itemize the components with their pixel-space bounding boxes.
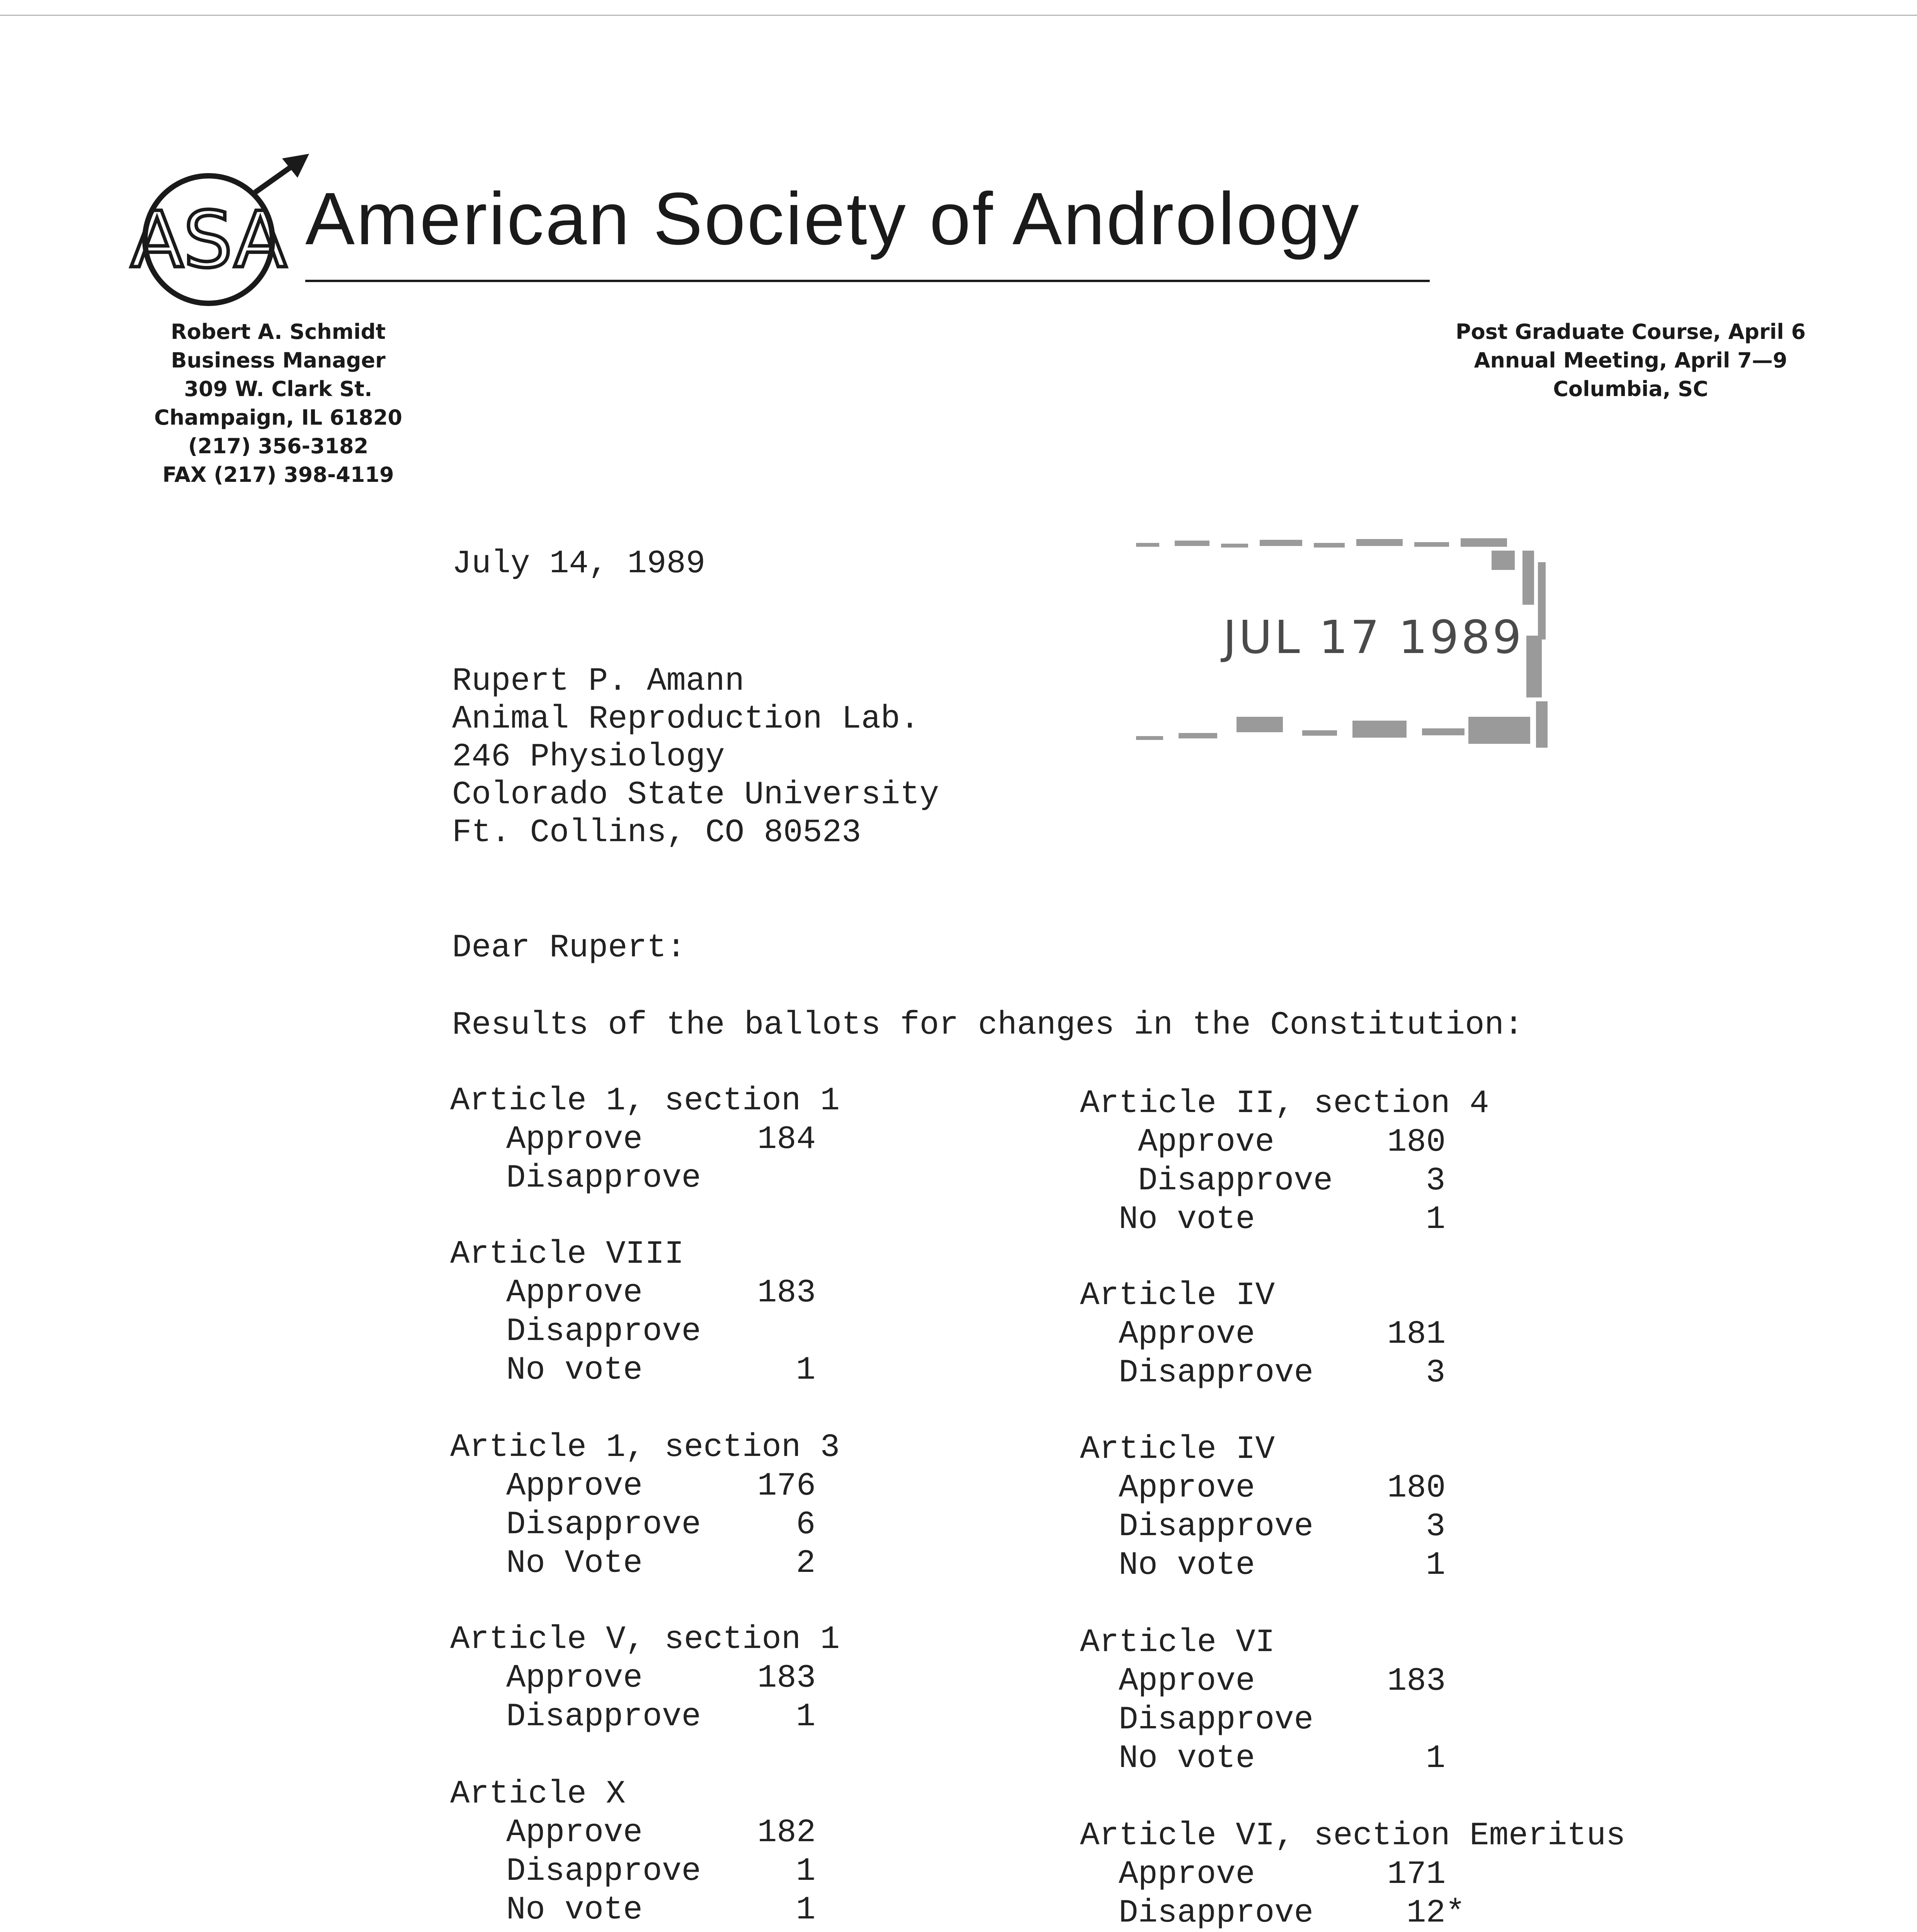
business-manager-line: 309 W. Clark St. bbox=[184, 377, 373, 401]
ballot-row-label: Disapprove bbox=[506, 1160, 701, 1197]
ballot-row-count: 12* bbox=[1407, 1895, 1465, 1932]
ballot-row-label: Disapprove bbox=[1119, 1895, 1314, 1932]
recipient-address-line: Animal Reproduction Lab. bbox=[452, 701, 920, 738]
recipient-address-line: Colorado State University bbox=[452, 777, 939, 813]
ballot-row-label: Disapprove bbox=[1119, 1702, 1314, 1738]
ballot-row-label: Approve bbox=[506, 1660, 643, 1697]
ballot-row-count: 1 bbox=[796, 1892, 816, 1929]
ballot-row-count: 176 bbox=[757, 1468, 816, 1505]
ballot-row-count: 180 bbox=[1387, 1124, 1446, 1161]
ballot-row-label: Disapprove bbox=[1138, 1163, 1333, 1199]
ballot-row-count: 181 bbox=[1387, 1316, 1446, 1353]
ballot-row-label: Approve bbox=[1119, 1470, 1255, 1507]
letterhead-rule bbox=[305, 280, 1430, 282]
ballot-row-label: Disapprove bbox=[1119, 1509, 1314, 1545]
ballot-row-label: Approve bbox=[1119, 1663, 1255, 1700]
ballot-row-label: Approve bbox=[506, 1815, 643, 1851]
organization-name: American Society of Andrology bbox=[305, 177, 1361, 260]
ballot-row-label: No vote bbox=[1119, 1547, 1255, 1584]
ballot-article-title: Article II, section 4 bbox=[1080, 1085, 1489, 1122]
ballot-article-title: Article IV bbox=[1080, 1277, 1275, 1314]
received-stamp-date: JUL 17 1989 bbox=[1223, 611, 1524, 664]
ballot-row-label: No vote bbox=[506, 1352, 643, 1389]
meeting-info-block bbox=[1437, 318, 1824, 403]
ballot-article-title: Article IV bbox=[1080, 1431, 1275, 1468]
ballot-row-count: 180 bbox=[1387, 1470, 1446, 1507]
ballot-row-count: 1 bbox=[1426, 1201, 1446, 1238]
letter-date: July 14, 1989 bbox=[452, 546, 706, 582]
business-manager-line: FAX (217) 398-4119 bbox=[162, 463, 394, 487]
ballot-article-title: Article VI bbox=[1080, 1624, 1275, 1661]
ballot-row-count: 183 bbox=[757, 1660, 816, 1697]
ballot-row-label: Disapprove bbox=[506, 1507, 701, 1543]
page-top-edge bbox=[0, 15, 1917, 16]
ballot-row-count: 2 bbox=[796, 1545, 816, 1582]
ballot-article-title: Article VI, section Emeritus bbox=[1080, 1818, 1626, 1854]
ballot-row-label: No vote bbox=[1119, 1201, 1255, 1238]
meeting-info-line: Post Graduate Course, April 6 bbox=[1456, 320, 1806, 344]
ballot-article-title: Article 1, section 3 bbox=[450, 1429, 840, 1466]
ballot-row-label: Disapprove bbox=[506, 1699, 701, 1735]
ballot-row-count: 1 bbox=[1426, 1547, 1446, 1584]
ballot-article-title: Article X bbox=[450, 1776, 626, 1813]
ballot-row-label: Approve bbox=[506, 1468, 643, 1505]
ballot-row-count: 6 bbox=[796, 1507, 816, 1543]
ballot-row-label: Approve bbox=[506, 1121, 643, 1158]
ballot-article-title: Article VIII bbox=[450, 1236, 684, 1273]
business-manager-line: Business Manager bbox=[171, 348, 386, 372]
ballot-row-count: 183 bbox=[1387, 1663, 1446, 1700]
ballot-row-count: 3 bbox=[1426, 1163, 1446, 1199]
ballot-row-count: 184 bbox=[757, 1121, 816, 1158]
ballot-row-label: Approve bbox=[1138, 1124, 1274, 1161]
ballot-row-label: Disapprove bbox=[506, 1313, 701, 1350]
ballot-row-count: 182 bbox=[757, 1815, 816, 1851]
ballot-row-count: 171 bbox=[1387, 1856, 1446, 1893]
ballot-article-title: Article 1, section 1 bbox=[450, 1083, 840, 1119]
ballot-row-label: Approve bbox=[506, 1275, 643, 1311]
ballot-row-label: Disapprove bbox=[506, 1853, 701, 1890]
ballot-row-count: 3 bbox=[1426, 1509, 1446, 1545]
ballot-row-count: 1 bbox=[1426, 1740, 1446, 1777]
ballot-row-label: Approve bbox=[1119, 1316, 1255, 1353]
meeting-info-line: Annual Meeting, April 7—9 bbox=[1474, 348, 1788, 372]
business-manager-line: (217) 356-3182 bbox=[188, 434, 369, 458]
ballot-row-label: Approve bbox=[1119, 1856, 1255, 1893]
meeting-info-line: Columbia, SC bbox=[1553, 377, 1708, 401]
asa-logo bbox=[128, 151, 336, 313]
business-manager-block bbox=[100, 318, 456, 489]
logo-text: ASA bbox=[130, 195, 287, 285]
business-manager-line: Robert A. Schmidt bbox=[171, 320, 386, 344]
ballot-row-count: 1 bbox=[796, 1853, 816, 1890]
recipient-address-line: Ft. Collins, CO 80523 bbox=[452, 815, 861, 851]
business-manager-line: Champaign, IL 61820 bbox=[154, 405, 402, 430]
ballot-row-count: 1 bbox=[796, 1699, 816, 1735]
ballot-row-label: No vote bbox=[1119, 1740, 1255, 1777]
ballot-row-label: No Vote bbox=[506, 1545, 643, 1582]
ballot-article-title: Article V, section 1 bbox=[450, 1621, 840, 1658]
results-intro: Results of the ballots for changes in the Constitution: bbox=[452, 1007, 1524, 1044]
salutation: Dear Rupert: bbox=[452, 930, 686, 966]
recipient-address-line: 246 Physiology bbox=[452, 739, 725, 776]
ballot-row-label: Disapprove bbox=[1119, 1355, 1314, 1391]
ballot-row-count: 3 bbox=[1426, 1355, 1446, 1391]
ballot-row-count: 183 bbox=[757, 1275, 816, 1311]
ballot-row-label: No vote bbox=[506, 1892, 643, 1929]
recipient-name: Rupert P. Amann bbox=[452, 663, 745, 700]
ballot-row-count: 1 bbox=[796, 1352, 816, 1389]
